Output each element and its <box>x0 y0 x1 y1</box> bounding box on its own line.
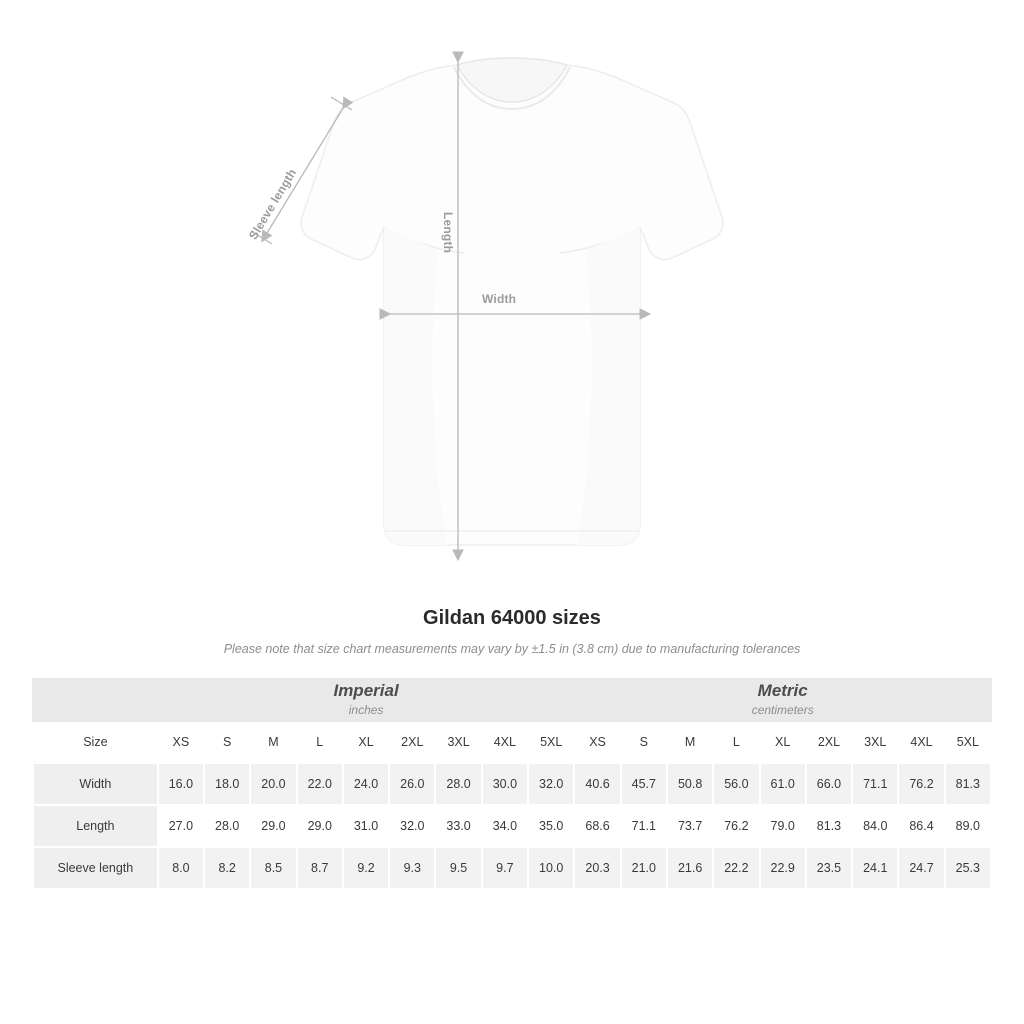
cell-length-metric-xs: 68.6 <box>574 805 620 847</box>
cell-length-metric-5xl: 89.0 <box>945 805 991 847</box>
size-row-label: Size <box>33 721 158 763</box>
cell-width-metric-4xl: 76.2 <box>898 763 944 805</box>
col-header-metric-l: L <box>713 721 759 763</box>
cell-sleeve-metric-3xl: 24.1 <box>852 847 898 889</box>
cell-sleeve-metric-4xl: 24.7 <box>898 847 944 889</box>
cell-sleeve-metric-xl: 22.9 <box>760 847 806 889</box>
unit-name-imperial: Imperial <box>333 681 399 700</box>
cell-length-imperial-l: 29.0 <box>297 805 343 847</box>
cell-width-metric-3xl: 71.1 <box>852 763 898 805</box>
table-row <box>33 847 991 889</box>
cell-length-imperial-xl: 31.0 <box>343 805 389 847</box>
title-block <box>0 607 1024 656</box>
cell-length-imperial-3xl: 33.0 <box>435 805 481 847</box>
width-label: Width <box>482 292 517 306</box>
cell-length-metric-m: 73.7 <box>667 805 713 847</box>
cell-sleeve-imperial-l: 8.7 <box>297 847 343 889</box>
cell-width-metric-l: 56.0 <box>713 763 759 805</box>
table-corner <box>33 679 158 721</box>
page-title: Gildan 64000 sizes <box>423 607 601 629</box>
cell-width-metric-5xl: 81.3 <box>945 763 991 805</box>
cell-length-metric-l: 76.2 <box>713 805 759 847</box>
cell-width-imperial-4xl: 30.0 <box>482 763 528 805</box>
cell-length-metric-4xl: 86.4 <box>898 805 944 847</box>
unit-sub-imperial: inches <box>348 703 384 718</box>
cell-sleeve-metric-5xl: 25.3 <box>945 847 991 889</box>
col-header-imperial-l: L <box>297 721 343 763</box>
cell-sleeve-metric-m: 21.6 <box>667 847 713 889</box>
cell-width-imperial-s: 18.0 <box>204 763 250 805</box>
col-header-imperial-3xl: 3XL <box>435 721 481 763</box>
unit-name-metric: Metric <box>757 681 808 700</box>
size-table <box>32 678 992 890</box>
cell-width-imperial-xs: 16.0 <box>158 763 204 805</box>
col-header-metric-3xl: 3XL <box>852 721 898 763</box>
col-header-metric-s: S <box>621 721 667 763</box>
col-header-metric-m: M <box>667 721 713 763</box>
col-header-imperial-xs: XS <box>158 721 204 763</box>
cell-sleeve-metric-xs: 20.3 <box>574 847 620 889</box>
cell-length-metric-xl: 79.0 <box>760 805 806 847</box>
col-header-imperial-xl: XL <box>343 721 389 763</box>
cell-sleeve-metric-l: 22.2 <box>713 847 759 889</box>
size-header-row <box>33 721 991 763</box>
cell-length-imperial-4xl: 34.0 <box>482 805 528 847</box>
row-label-sleeve-length: Sleeve length <box>33 847 158 889</box>
col-header-metric-5xl: 5XL <box>945 721 991 763</box>
cell-length-metric-3xl: 84.0 <box>852 805 898 847</box>
col-header-imperial-5xl: 5XL <box>528 721 574 763</box>
cell-sleeve-metric-s: 21.0 <box>621 847 667 889</box>
cell-width-imperial-xl: 24.0 <box>343 763 389 805</box>
col-header-imperial-s: S <box>204 721 250 763</box>
cell-sleeve-imperial-xs: 8.0 <box>158 847 204 889</box>
cell-length-imperial-xs: 27.0 <box>158 805 204 847</box>
cell-width-imperial-3xl: 28.0 <box>435 763 481 805</box>
cell-width-metric-2xl: 66.0 <box>806 763 852 805</box>
col-header-imperial-m: M <box>250 721 296 763</box>
tolerance-note: Please note that size chart measurements may vary by ±1.5 in (3.8 cm) due to manufacturing tolerances <box>223 642 801 656</box>
cell-width-metric-xl: 61.0 <box>760 763 806 805</box>
cell-width-imperial-5xl: 32.0 <box>528 763 574 805</box>
cell-sleeve-imperial-s: 8.2 <box>204 847 250 889</box>
row-label-width: Width <box>33 763 158 805</box>
col-header-metric-xs: XS <box>574 721 620 763</box>
cell-length-imperial-5xl: 35.0 <box>528 805 574 847</box>
col-header-metric-2xl: 2XL <box>806 721 852 763</box>
cell-length-metric-s: 71.1 <box>621 805 667 847</box>
unit-group-metric <box>574 679 991 721</box>
cell-width-metric-xs: 40.6 <box>574 763 620 805</box>
col-header-imperial-4xl: 4XL <box>482 721 528 763</box>
cell-length-imperial-s: 28.0 <box>204 805 250 847</box>
cell-length-metric-2xl: 81.3 <box>806 805 852 847</box>
cell-sleeve-imperial-5xl: 10.0 <box>528 847 574 889</box>
cell-sleeve-imperial-m: 8.5 <box>250 847 296 889</box>
unit-group-imperial <box>158 679 575 721</box>
size-table-wrap <box>32 678 992 890</box>
cell-sleeve-imperial-xl: 9.2 <box>343 847 389 889</box>
table-row <box>33 763 991 805</box>
sleeve-guide-line <box>264 105 345 238</box>
length-label: Length <box>441 212 455 254</box>
cell-width-imperial-m: 20.0 <box>250 763 296 805</box>
cell-sleeve-imperial-3xl: 9.5 <box>435 847 481 889</box>
unit-header-row <box>33 679 991 721</box>
cell-sleeve-metric-2xl: 23.5 <box>806 847 852 889</box>
cell-width-metric-m: 50.8 <box>667 763 713 805</box>
sleeve-guide-cap-top <box>331 97 352 110</box>
col-header-imperial-2xl: 2XL <box>389 721 435 763</box>
cell-sleeve-imperial-4xl: 9.7 <box>482 847 528 889</box>
table-row <box>33 805 991 847</box>
unit-sub-metric: centimeters <box>751 703 814 718</box>
col-header-metric-xl: XL <box>760 721 806 763</box>
row-label-length: Length <box>33 805 158 847</box>
cell-width-imperial-2xl: 26.0 <box>389 763 435 805</box>
cell-length-imperial-2xl: 32.0 <box>389 805 435 847</box>
cell-sleeve-imperial-2xl: 9.3 <box>389 847 435 889</box>
sleeve-length-label: Sleeve length <box>245 166 300 242</box>
cell-width-imperial-l: 22.0 <box>297 763 343 805</box>
col-header-metric-4xl: 4XL <box>898 721 944 763</box>
cell-length-imperial-m: 29.0 <box>250 805 296 847</box>
cell-width-metric-s: 45.7 <box>621 763 667 805</box>
